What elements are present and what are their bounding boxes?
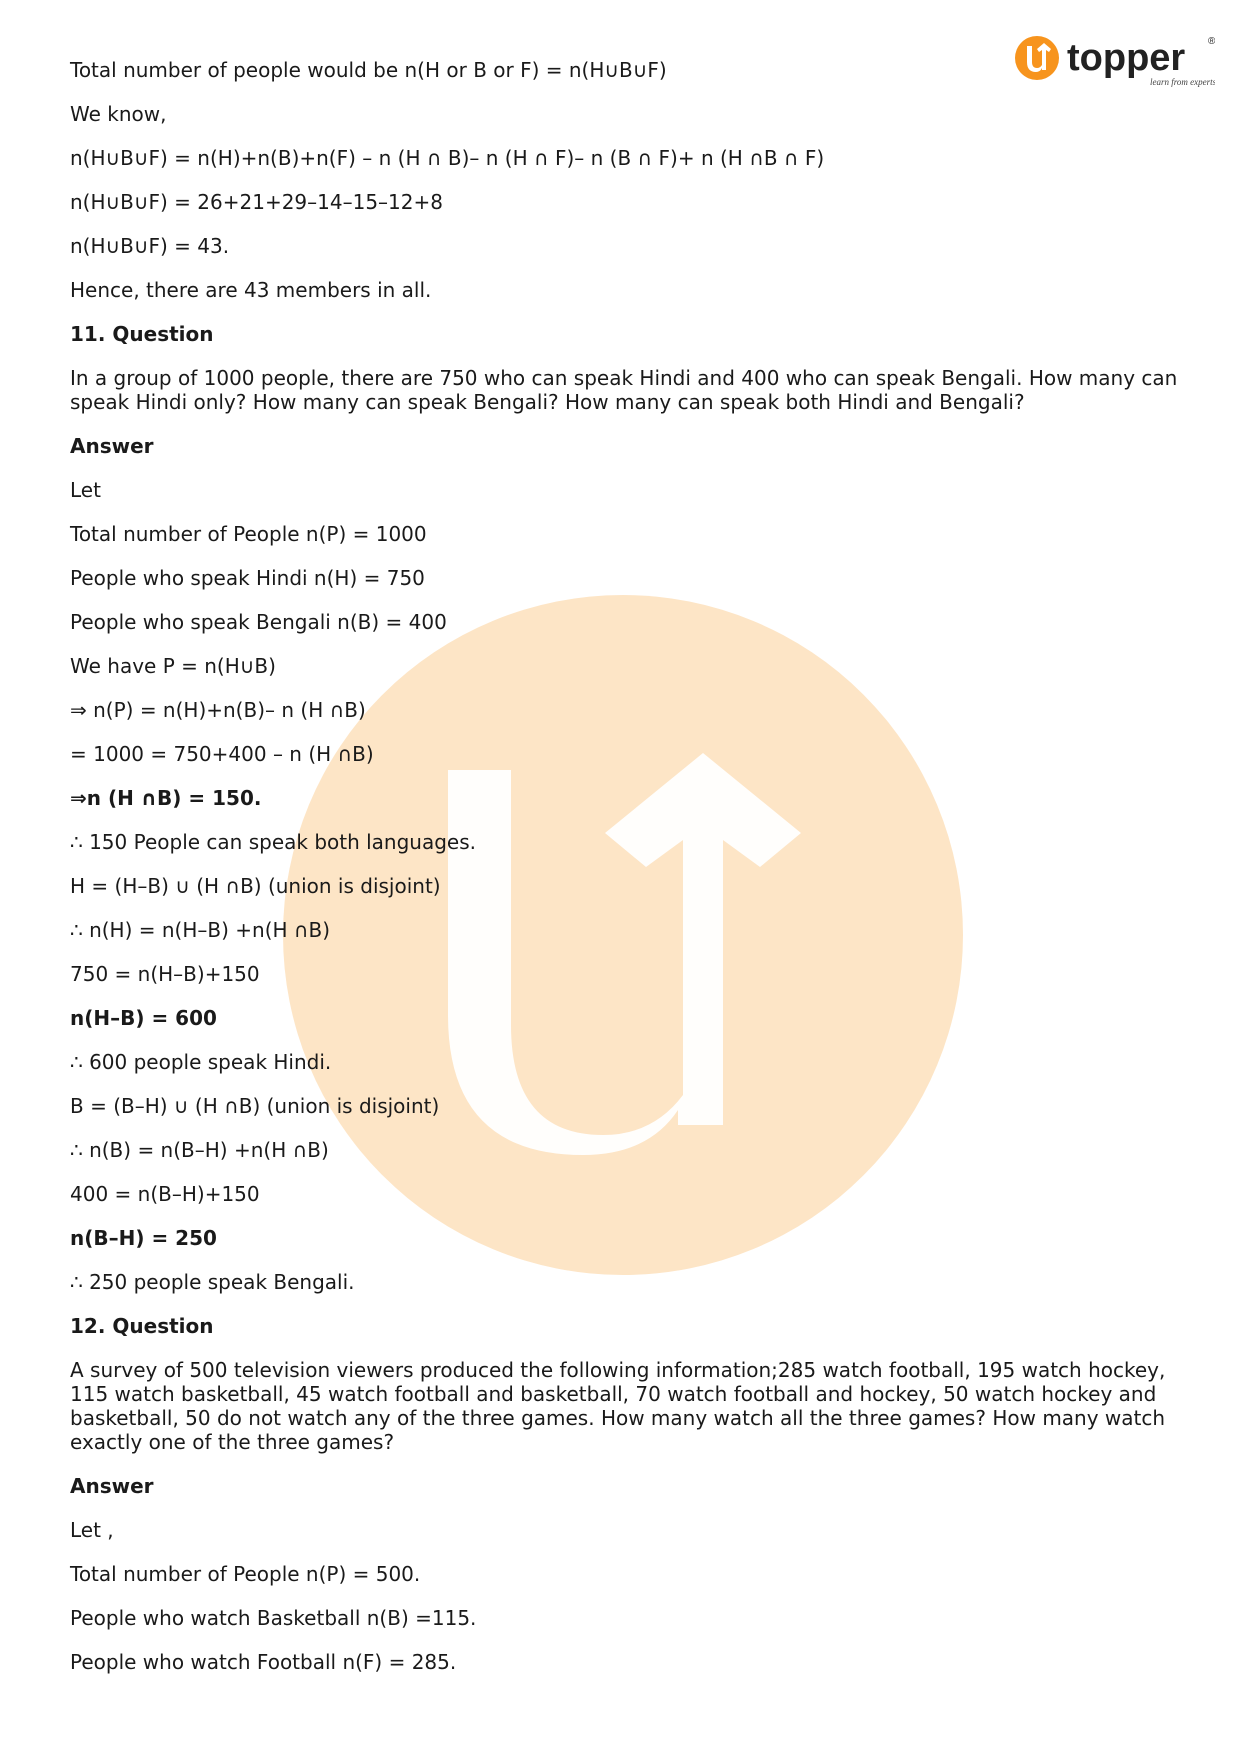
formula-line: = 1000 = 750+400 – n (H ∩B)	[70, 742, 374, 766]
text-line: People who watch Basketball n(B) =115.	[70, 1606, 477, 1630]
text-line: ∴ 150 People can speak both languages.	[70, 830, 477, 854]
answer-heading: Answer	[70, 434, 154, 458]
formula-line: ⇒ n(P) = n(H)+n(B)– n (H ∩B)	[70, 698, 366, 722]
question-heading: 12. Question	[70, 1314, 214, 1338]
text-line: Hence, there are 43 members in all.	[70, 278, 432, 302]
formula-line: 750 = n(H–B)+150	[70, 962, 260, 986]
result-line: n(B–H) = 250	[70, 1226, 217, 1250]
text-line: ∴ 600 people speak Hindi.	[70, 1050, 332, 1074]
text-line: People who watch Football n(F) = 285.	[70, 1650, 457, 1674]
text-line: Total number of People n(P) = 1000	[70, 522, 427, 546]
formula-line: B = (B–H) ∪ (H ∩B) (union is disjoint)	[70, 1094, 440, 1118]
formula-line: H = (H–B) ∪ (H ∩B) (union is disjoint)	[70, 874, 441, 898]
text-line: People who speak Hindi n(H) = 750	[70, 566, 425, 590]
formula-line: ∴ n(B) = n(B–H) +n(H ∩B)	[70, 1138, 329, 1162]
text-line: Total number of people would be n(H or B or F) = n(H∪B∪F)	[70, 58, 667, 82]
text-line: Let	[70, 478, 101, 502]
result-line: ⇒n (H ∩B) = 150.	[70, 786, 262, 810]
question-text: A survey of 500 television viewers produced the following information;285 watch football, 195 watch hockey, 115 watch basketball, 45 watch football and basketball, 70 watch football and hockey, 50 watch hockey and basketball, 50 do not watch any of the three games. How many watch all the three games? How many watch exactly one of the three games?	[70, 1358, 1172, 1454]
formula-line: n(H∪B∪F) = 43.	[70, 234, 230, 258]
text-line: People who speak Bengali n(B) = 400	[70, 610, 447, 634]
formula-line: We have P = n(H∪B)	[70, 654, 276, 678]
svg-text:®: ®	[1208, 36, 1215, 47]
formula-line: n(H∪B∪F) = 26+21+29–14–15–12+8	[70, 190, 443, 214]
topper-logo	[1015, 30, 1215, 94]
svg-text:learn from experts: learn from experts	[1150, 77, 1215, 87]
text-line: We know,	[70, 102, 167, 126]
formula-line: ∴ n(H) = n(H–B) +n(H ∩B)	[70, 918, 331, 942]
svg-text:topper: topper	[1067, 37, 1186, 79]
text-line: ∴ 250 people speak Bengali.	[70, 1270, 355, 1294]
question-heading: 11. Question	[70, 322, 214, 346]
text-line: Let ,	[70, 1518, 114, 1542]
topper-logo-icon	[1015, 30, 1215, 94]
formula-line: n(H∪B∪F) = n(H)+n(B)+n(F) – n (H ∩ B)– n (H ∩ F)– n (B ∩ F)+ n (H ∩B ∩ F)	[70, 146, 825, 170]
answer-heading: Answer	[70, 1474, 154, 1498]
formula-line: 400 = n(B–H)+150	[70, 1182, 260, 1206]
question-text: In a group of 1000 people, there are 750 who can speak Hindi and 400 who can speak Bengali. How many can speak Hindi only? How many can speak Bengali? How many can speak both Hindi and Bengali?	[70, 366, 1184, 414]
result-line: n(H–B) = 600	[70, 1006, 217, 1030]
text-line: Total number of People n(P) = 500.	[70, 1562, 421, 1586]
